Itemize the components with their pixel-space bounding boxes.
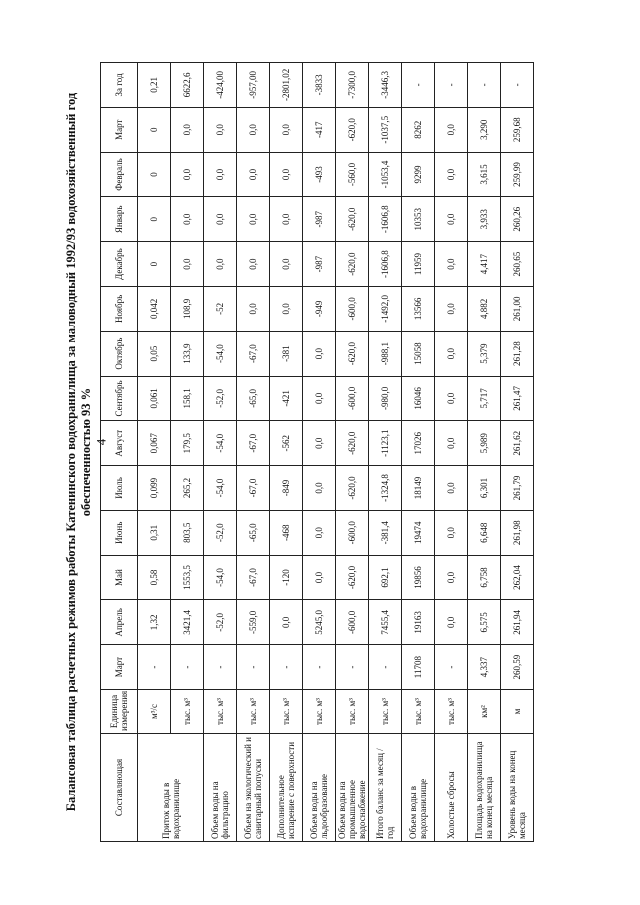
value-cell: 0,31: [138, 510, 171, 555]
value-cell: -67,0: [237, 555, 270, 600]
value-cell: 0,0: [435, 510, 468, 555]
column-header: Май: [101, 555, 138, 600]
value-cell: 0,0: [435, 242, 468, 287]
row-label: Холостые сбросы: [435, 734, 468, 842]
value-cell: 0: [138, 242, 171, 287]
value-cell: 7455,4: [369, 600, 402, 645]
header-row: [101, 63, 138, 842]
unit-cell: тыс. м³: [171, 690, 204, 734]
value-cell: -: [435, 63, 468, 108]
unit-cell: тыс. м³: [435, 690, 468, 734]
value-cell: 0,0: [237, 197, 270, 242]
value-cell: 261,62: [501, 421, 534, 466]
column-header: Ноябрь: [101, 286, 138, 331]
column-header: Июнь: [101, 510, 138, 555]
value-cell: 0,0: [204, 197, 237, 242]
table-row: [369, 63, 402, 842]
unit-cell: тыс. м³: [270, 690, 303, 734]
value-cell: 0,0: [204, 107, 237, 152]
value-cell: -54,0: [204, 555, 237, 600]
value-cell: 3421,4: [171, 600, 204, 645]
value-cell: 0,0: [270, 242, 303, 287]
table-row: [303, 63, 336, 842]
value-cell: 0,0: [270, 197, 303, 242]
value-cell: 0,0: [435, 421, 468, 466]
value-cell: -849: [270, 466, 303, 511]
value-cell: -7300,0: [336, 63, 369, 108]
value-cell: 0,0: [303, 510, 336, 555]
value-cell: 261,47: [501, 376, 534, 421]
value-cell: 0,0: [171, 242, 204, 287]
value-cell: 0,0: [303, 466, 336, 511]
value-cell: 0,0: [303, 376, 336, 421]
unit-cell: м³/с: [138, 690, 171, 734]
value-cell: 0,0: [171, 152, 204, 197]
value-cell: 10353: [402, 197, 435, 242]
value-cell: -2801,02: [270, 63, 303, 108]
column-header: Октябрь: [101, 331, 138, 376]
value-cell: -600,0: [336, 510, 369, 555]
value-cell: -424,00: [204, 63, 237, 108]
value-cell: 0: [138, 152, 171, 197]
value-cell: -381: [270, 331, 303, 376]
value-cell: 5,379: [468, 331, 501, 376]
column-header: Единица измерения: [101, 690, 138, 734]
page-number: 4: [93, 438, 109, 446]
value-cell: 0,0: [270, 600, 303, 645]
value-cell: 5245,0: [303, 600, 336, 645]
unit-cell: тыс. м³: [204, 690, 237, 734]
value-cell: 0,042: [138, 286, 171, 331]
value-cell: -1123,1: [369, 421, 402, 466]
row-label: Объем воды на льдообразование: [303, 734, 336, 842]
value-cell: 0,099: [138, 466, 171, 511]
value-cell: -: [204, 645, 237, 690]
value-cell: 261,28: [501, 331, 534, 376]
value-cell: -560,0: [336, 152, 369, 197]
value-cell: 0,0: [303, 555, 336, 600]
value-cell: 803,5: [171, 510, 204, 555]
value-cell: -120: [270, 555, 303, 600]
value-cell: -381,4: [369, 510, 402, 555]
value-cell: -: [435, 645, 468, 690]
value-cell: 0,0: [204, 152, 237, 197]
value-cell: 0,0: [270, 152, 303, 197]
table-row: [501, 63, 534, 842]
unit-cell: тыс. м³: [303, 690, 336, 734]
value-cell: 0,0: [303, 331, 336, 376]
value-cell: -54,0: [204, 331, 237, 376]
value-cell: 0,0: [171, 197, 204, 242]
value-cell: 0,0: [204, 242, 237, 287]
value-cell: -987: [303, 242, 336, 287]
value-cell: 260,26: [501, 197, 534, 242]
value-cell: 13566: [402, 286, 435, 331]
unit-cell: км²: [468, 690, 501, 734]
table-row: [336, 63, 369, 842]
value-cell: 5,717: [468, 376, 501, 421]
value-cell: 6,301: [468, 466, 501, 511]
value-cell: 1,32: [138, 600, 171, 645]
value-cell: 0,0: [237, 107, 270, 152]
value-cell: 0: [138, 197, 171, 242]
column-header: Февраль: [101, 152, 138, 197]
value-cell: 0,067: [138, 421, 171, 466]
value-cell: 0,0: [435, 197, 468, 242]
value-cell: 0,0: [435, 555, 468, 600]
value-cell: 0,0: [435, 286, 468, 331]
table-row: [468, 63, 501, 842]
unit-cell: тыс. м³: [336, 690, 369, 734]
value-cell: 6,648: [468, 510, 501, 555]
value-cell: 3,615: [468, 152, 501, 197]
row-label: Объем воды на промышленное водоснабжение: [336, 734, 369, 842]
column-header: Апрель: [101, 600, 138, 645]
value-cell: 260,65: [501, 242, 534, 287]
value-cell: 0,0: [237, 286, 270, 331]
value-cell: 0,0: [435, 331, 468, 376]
table-row: [171, 63, 204, 842]
column-header: Составляющая: [101, 734, 138, 842]
value-cell: 4,882: [468, 286, 501, 331]
table-row: [204, 63, 237, 842]
value-cell: -620,0: [336, 421, 369, 466]
value-cell: -1324,8: [369, 466, 402, 511]
column-header: Январь: [101, 197, 138, 242]
column-header: Март: [101, 645, 138, 690]
value-cell: -600,0: [336, 600, 369, 645]
value-cell: -620,0: [336, 331, 369, 376]
value-cell: 261,94: [501, 600, 534, 645]
value-cell: 19856: [402, 555, 435, 600]
table-row: [435, 63, 468, 842]
value-cell: 16046: [402, 376, 435, 421]
value-cell: 11959: [402, 242, 435, 287]
value-cell: 6,575: [468, 600, 501, 645]
value-cell: 692,1: [369, 555, 402, 600]
value-cell: 260,59: [501, 645, 534, 690]
value-cell: 259,68: [501, 107, 534, 152]
row-label: Площадь водохранилища на конец месяца: [468, 734, 501, 842]
value-cell: 8262: [402, 107, 435, 152]
value-cell: -620,0: [336, 555, 369, 600]
value-cell: -1053,4: [369, 152, 402, 197]
value-cell: 4,417: [468, 242, 501, 287]
column-header: Март: [101, 107, 138, 152]
balance-table: [100, 62, 534, 842]
value-cell: -: [501, 63, 534, 108]
value-cell: -957,00: [237, 63, 270, 108]
value-cell: -949: [303, 286, 336, 331]
value-cell: 0,0: [303, 421, 336, 466]
column-header: За год: [101, 63, 138, 108]
value-cell: -: [468, 63, 501, 108]
value-cell: -600,0: [336, 376, 369, 421]
column-header: Декабрь: [101, 242, 138, 287]
value-cell: 133,9: [171, 331, 204, 376]
value-cell: -1037,5: [369, 107, 402, 152]
value-cell: -559,0: [237, 600, 270, 645]
value-cell: -67,0: [237, 331, 270, 376]
value-cell: -1492,0: [369, 286, 402, 331]
value-cell: 261,79: [501, 466, 534, 511]
value-cell: -1606,8: [369, 242, 402, 287]
column-header: Июль: [101, 466, 138, 511]
value-cell: -980,0: [369, 376, 402, 421]
value-cell: 0,0: [435, 466, 468, 511]
rotated-page: [60, 62, 580, 842]
row-label: Объем на экологический и санитарный попуски: [237, 734, 270, 842]
value-cell: 0,0: [435, 152, 468, 197]
value-cell: -: [171, 645, 204, 690]
value-cell: 0,0: [171, 107, 204, 152]
value-cell: 3,933: [468, 197, 501, 242]
value-cell: -52: [204, 286, 237, 331]
value-cell: -52,0: [204, 600, 237, 645]
value-cell: -417: [303, 107, 336, 152]
value-cell: -3446,3: [369, 63, 402, 108]
value-cell: -52,0: [204, 510, 237, 555]
value-cell: 261,00: [501, 286, 534, 331]
value-cell: 179,5: [171, 421, 204, 466]
table-row: [402, 63, 435, 842]
value-cell: -52,0: [204, 376, 237, 421]
unit-cell: м: [501, 690, 534, 734]
value-cell: 5,989: [468, 421, 501, 466]
unit-cell: тыс. м³: [402, 690, 435, 734]
title-line-2: обеспеченностью 93 %: [79, 387, 93, 517]
title-line-1: Балансовая таблица расчетных режимов работы Катенинского водохранилища за маловодный 1992/93 водохозяйственный год: [64, 92, 78, 812]
value-cell: 0,0: [270, 286, 303, 331]
row-label: Дополнительное испарение с поверхности: [270, 734, 303, 842]
value-cell: -987: [303, 197, 336, 242]
table-title: [64, 62, 94, 842]
value-cell: -: [237, 645, 270, 690]
value-cell: -67,0: [237, 466, 270, 511]
row-label: Итого баланс за месяц / год: [369, 734, 402, 842]
value-cell: -54,0: [204, 421, 237, 466]
value-cell: -: [369, 645, 402, 690]
value-cell: 0,0: [435, 376, 468, 421]
value-cell: 0,061: [138, 376, 171, 421]
unit-cell: тыс. м³: [237, 690, 270, 734]
table-row: [237, 63, 270, 842]
value-cell: 6622,6: [171, 63, 204, 108]
value-cell: -: [270, 645, 303, 690]
value-cell: 4,337: [468, 645, 501, 690]
value-cell: 0: [138, 107, 171, 152]
value-cell: 3,290: [468, 107, 501, 152]
value-cell: -468: [270, 510, 303, 555]
value-cell: -: [303, 645, 336, 690]
value-cell: -54,0: [204, 466, 237, 511]
value-cell: 261,98: [501, 510, 534, 555]
value-cell: 1553,5: [171, 555, 204, 600]
row-label: Уровень воды на конец месяца: [501, 734, 534, 842]
value-cell: 0,05: [138, 331, 171, 376]
value-cell: 15058: [402, 331, 435, 376]
value-cell: -493: [303, 152, 336, 197]
table-row: [138, 63, 171, 842]
value-cell: -65,0: [237, 510, 270, 555]
value-cell: 265,2: [171, 466, 204, 511]
value-cell: -600,0: [336, 286, 369, 331]
value-cell: 19163: [402, 600, 435, 645]
value-cell: -620,0: [336, 242, 369, 287]
value-cell: 0,0: [237, 242, 270, 287]
row-label: Объем воды на фильтрацию: [204, 734, 237, 842]
value-cell: -1606,8: [369, 197, 402, 242]
value-cell: 0,58: [138, 555, 171, 600]
value-cell: 6,758: [468, 555, 501, 600]
value-cell: -65,0: [237, 376, 270, 421]
value-cell: 18149: [402, 466, 435, 511]
value-cell: -421: [270, 376, 303, 421]
value-cell: -620,0: [336, 107, 369, 152]
row-label: Приток воды в водохранилище: [138, 734, 204, 842]
value-cell: 0,0: [435, 107, 468, 152]
value-cell: 0,21: [138, 63, 171, 108]
value-cell: 0,0: [270, 107, 303, 152]
value-cell: -620,0: [336, 466, 369, 511]
value-cell: -: [402, 63, 435, 108]
value-cell: -988,1: [369, 331, 402, 376]
value-cell: 0,0: [237, 152, 270, 197]
value-cell: 17026: [402, 421, 435, 466]
value-cell: 158,1: [171, 376, 204, 421]
value-cell: -562: [270, 421, 303, 466]
value-cell: 262,04: [501, 555, 534, 600]
value-cell: 11708: [402, 645, 435, 690]
value-cell: -620,0: [336, 197, 369, 242]
value-cell: -67,0: [237, 421, 270, 466]
value-cell: -: [336, 645, 369, 690]
table-row: [270, 63, 303, 842]
value-cell: 0,0: [435, 600, 468, 645]
column-header: Август: [101, 421, 138, 466]
value-cell: 259,99: [501, 152, 534, 197]
unit-cell: тыс. м³: [369, 690, 402, 734]
value-cell: 108,9: [171, 286, 204, 331]
value-cell: 9299: [402, 152, 435, 197]
value-cell: -: [138, 645, 171, 690]
value-cell: 19474: [402, 510, 435, 555]
value-cell: -3833: [303, 63, 336, 108]
column-header: Сентябрь: [101, 376, 138, 421]
row-label: Объем воды в водохранилище: [402, 734, 435, 842]
